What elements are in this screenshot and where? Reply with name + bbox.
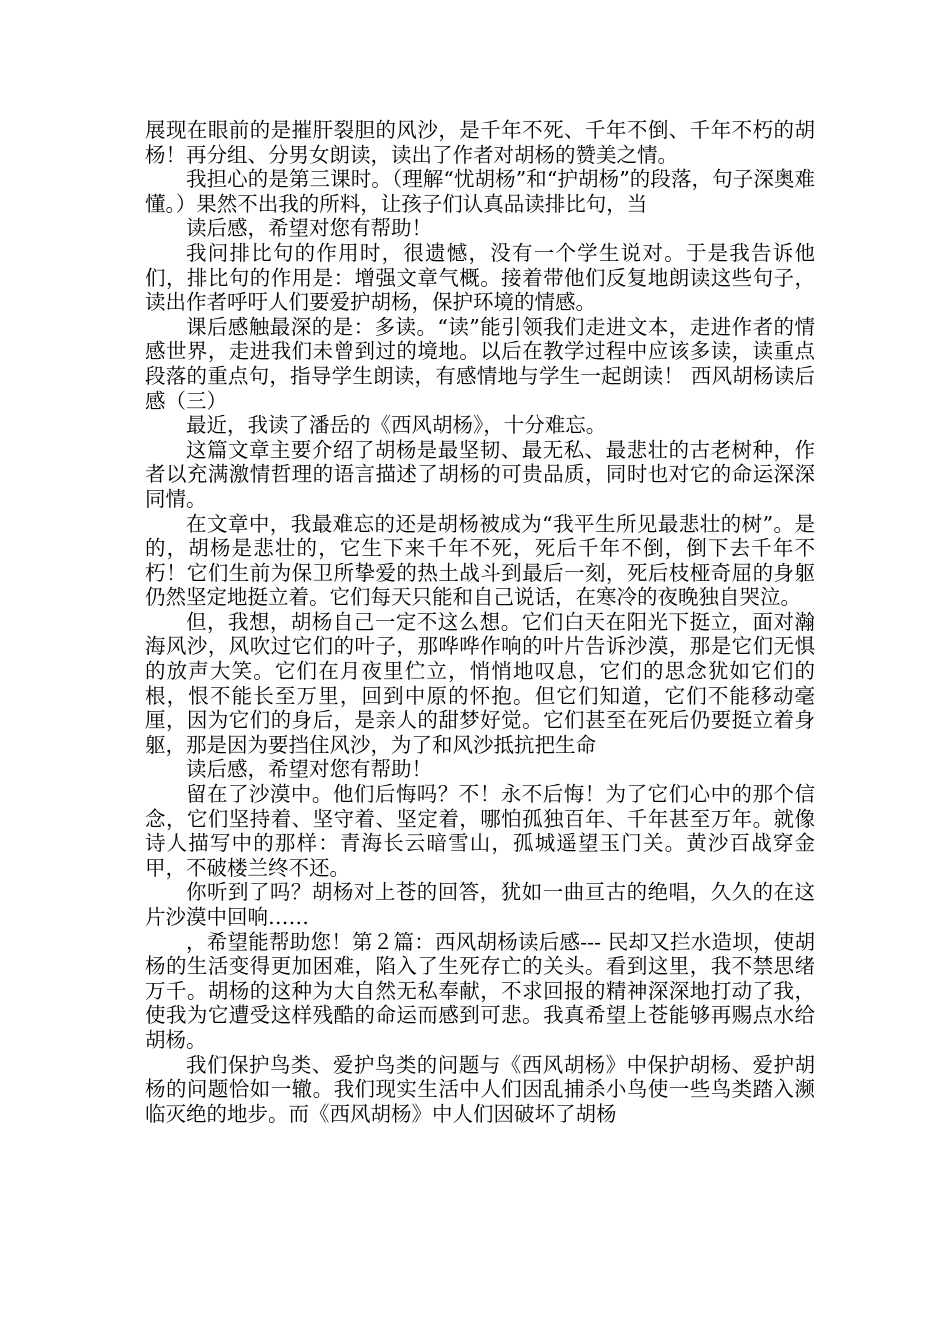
paragraph: 我们保护鸟类、爱护鸟类的问题与《西风胡杨》中保护胡杨、爱护胡杨的问题恰如一辙。我们现实生活中人们因乱捕杀小鸟使一些鸟类踏入濒临灭绝的地步。而《西风胡杨》中人们因破坏了胡杨 bbox=[145, 1052, 815, 1126]
paragraph: 展现在眼前的是摧肝裂胆的风沙，是千年不死、千年不倒、千年不朽的胡杨！再分组、分男女朗读，读出了作者对胡杨的赞美之情。 bbox=[145, 118, 815, 167]
document-page bbox=[145, 118, 815, 1126]
paragraph: 我问排比句的作用时，很遗憾，没有一个学生说对。于是我告诉他们，排比句的作用是：增强文章气概。接着带他们反复地朗读这些句子，读出作者呼吁人们要爱护胡杨，保护环境的情感。 bbox=[145, 240, 815, 315]
paragraph: 留在了沙漠中。他们后悔吗？不！永不后悔！为了它们心中的那个信念，它们坚持着、坚守着、坚定着，哪怕孤独百年、千年甚至万年。就像诗人描写中的那样：青海长云暗雪山，孤城遥望玉门关。黄沙百战穿金甲，不破楼兰终不还。 bbox=[145, 782, 815, 880]
paragraph: 读后感，希望对您有帮助！ bbox=[186, 757, 432, 782]
paragraph: 我担心的是第三课时。（理解“忧胡杨”和“护胡杨”的段落，句子深奥难懂。）果然不出我的所料，让孩子们认真品读排比句，当 bbox=[145, 167, 815, 216]
paragraph: 这篇文章主要介绍了胡杨是最坚韧、最无私、最悲壮的古老树种，作者以充满激情哲理的语言描述了胡杨的可贵品质，同时也对它的命运深深同情。 bbox=[145, 437, 815, 511]
paragraph: ，希望能帮助您！第２篇：西风胡杨读后感--- 民却又拦水造坝，使胡杨的生活变得更加困难，陷入了生死存亡的关头。看到这里，我不禁思绪万千。胡杨的这种为大自然无私奉献，不求回报的精神深深地打动了我，使我为它遭受这样残酷的命运而感到可悲。我真希望上苍能够再赐点水给胡杨。 bbox=[145, 929, 815, 1052]
paragraph: 你听到了吗？胡杨对上苍的回答，犹如一曲亘古的绝唱，久久的在这片沙漠中回响…… bbox=[145, 880, 815, 929]
paragraph: 课后感触最深的是：多读。“读”能引领我们走进文本，走进作者的情感世界，走进我们未曾到过的境地。以后在教学过程中应该多读，读重点段落的重点句，指导学生朗读，有感情地与学生一起朗读！ 西风胡杨读后感（三） bbox=[145, 314, 815, 413]
paragraph: 读后感，希望对您有帮助！ bbox=[186, 216, 432, 241]
paragraph: 但，我想，胡杨自己一定不这么想。它们白天在阳光下挺立，面对瀚海风沙，风吹过它们的叶子，那哗哗作响的叶片告诉沙漠，那是它们无惧的放声大笑。它们在月夜里伫立，悄悄地叹息，它们的思念犹如它们的根，恨不能长至万里，回到中原的怀抱。但它们知道，它们不能移动毫厘，因为它们的身后，是亲人的甜梦好觉。它们甚至在死后仍要挺立着身躯，那是因为要挡住风沙，为了和风沙抵抗把生命 bbox=[145, 609, 815, 757]
paragraph: 在文章中，我最难忘的还是胡杨被成为“我平生所见最悲壮的树”。是的，胡杨是悲壮的，它生下来千年不死，死后千年不倒，倒下去千年不朽！它们生前为保卫所挚爱的热土战斗到最后一刻，死后枝桠奇屈的身躯仍然坚定地挺立着。它们每天只能和自己说话，在寒冷的夜晚独自哭泣。 bbox=[145, 511, 815, 610]
paragraph: 最近，我读了潘岳的《西风胡杨》，十分难忘。 bbox=[186, 413, 607, 438]
